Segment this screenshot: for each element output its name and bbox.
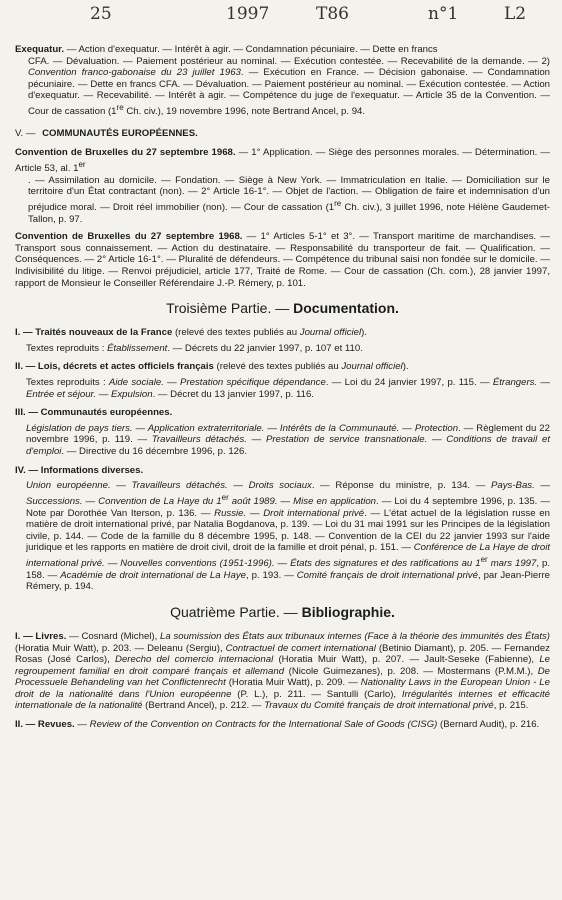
doc-heading: III. — Communautés européennes. xyxy=(15,407,173,419)
bib-text: (P. L.), p. 211. — Santulli (Carlo), xyxy=(231,688,402,700)
handwritten-note: n°1 xyxy=(428,4,459,24)
handwritten-note: T86 xyxy=(316,4,349,24)
doc-topic: Aide sociale. — Prestation spécifique dépendance xyxy=(108,377,326,389)
doc-topic: Russie. — Droit international privé xyxy=(214,507,365,519)
entry-exequatur xyxy=(15,44,550,118)
entry-text: . — Exécution en France. — Décision gabonaise. — Condamnation pécuniaire. — Dette en francs CFA. — Dévaluation. — Paiement postérieur au nominal. — Exécution contestée. — Action d'exequatur. — Recevabilité. — Intérêt à agir. — Compétence du juge de l'exequatur. — Article 35 de la Convention. — Cour de cassation (1 xyxy=(28,67,550,118)
superscript: re xyxy=(116,102,124,112)
doc-heading: II. — Lois, décrets et actes officiels français xyxy=(15,361,214,373)
entry-text: . — Assimilation au domicile. — Fondation. — Siège à New York. — Immatriculation en Italie. — Domiciliation sur le territoire d'un État contractant (non). — 2° Article 16-1°. — Objet de l'action. — Obligation de faire et indemnisation d'un préjudice moral. — Droit réel immobilier (non). — Cour de cassation (1 xyxy=(28,174,550,214)
superscript: re xyxy=(334,198,342,208)
handwritten-note: 1997 xyxy=(226,4,270,24)
doc-text: (relevé des textes publiés au xyxy=(172,327,300,339)
doc-text: . — Loi du 24 janvier 1997, p. 115. — xyxy=(325,377,493,389)
bib-title: La soumission des États aux tribunaux internes (Face à la théorie des immunités des États) xyxy=(160,630,551,642)
doc-topic: Étrangers. — Entrée et séjour. — Expulsion xyxy=(26,377,550,400)
superscript: er xyxy=(78,159,86,169)
superscript: er xyxy=(221,492,229,502)
entry-text: Ch. civ.), 19 novembre 1996, note Bertrand Ancel, p. 94. xyxy=(123,106,366,118)
doc-text: Textes reproduits : xyxy=(26,377,109,389)
doc-text: . — L'état actuel de la législation russe en matière de droit international privé, par Natalia Bogdanova, p. 139. — Loi du 31 mai 1991 sur les Principes de la législation civile, p. 144. — Code de la famille du 8 décembre 1995, p. 148. — Convention de la CEI du 22 janvier 1993 sur l'aide juridique et les rapports en matière de droit civil, droit de la famille et droit pénal, p. 151. — xyxy=(26,507,550,554)
handwritten-note: L2 xyxy=(504,4,527,24)
bib-item-reviews xyxy=(15,719,550,731)
doc-topic: Travailleurs détachés. — Prestation de service transnationale. — Conditions de travail et d'emploi xyxy=(26,434,550,457)
doc-text: , par Jean-Pierre Rémery, p. 194. xyxy=(26,569,550,593)
doc-journal: Journal officiel xyxy=(299,327,362,339)
superscript: er xyxy=(480,554,488,564)
bib-title: Review of the Convention on Contracts for the International Sale of Goods (CISG) xyxy=(89,719,438,731)
document-page xyxy=(15,44,550,738)
doc-topic: Législation de pays tiers. — Application extraterritoriale. — Intérêts de la Communauté. — Protection xyxy=(26,422,459,434)
part-name: Documentation. xyxy=(293,300,399,317)
doc-text: . — Règlement du 22 novembre 1996, p. 119. — xyxy=(26,422,550,446)
entry-text: — 1° Application. — Siège des personnes morales. — Détermination. — Article 53, al. 1 xyxy=(15,147,550,175)
bib-item-books xyxy=(15,631,550,712)
section-heading xyxy=(15,128,550,140)
bib-text: (Horatia Muir Watt), p. 203. — Deleanu (Sergiu), xyxy=(15,642,226,654)
doc-topic: mars 1997 xyxy=(487,558,537,570)
doc-topic: Union européenne. — Travailleurs détachés. — Droits sociaux xyxy=(26,480,312,492)
doc-journal: Journal officiel xyxy=(341,361,403,373)
bib-text: — Cosnard (Michel), xyxy=(66,630,161,642)
bib-text: — xyxy=(74,719,90,731)
doc-topic: août 1989. — Mise en application xyxy=(228,495,377,507)
bib-text: (Betinio Diamant), p. 205. — Fernandez Rosas (José Carlos), xyxy=(15,642,550,666)
doc-item-treaties xyxy=(15,327,550,354)
doc-text: . — Directive du 16 décembre 1996, p. 126. xyxy=(61,446,248,457)
doc-topic: Académie de droit international de La Haye xyxy=(60,569,246,581)
doc-heading: IV. — Informations diverses. xyxy=(15,464,144,476)
part-label: Troisième Partie. xyxy=(166,300,272,317)
bib-title: Derecho del comercio internacional xyxy=(115,654,274,666)
doc-item-laws xyxy=(15,361,550,400)
part-separator: — xyxy=(271,300,294,317)
doc-item-info xyxy=(15,465,550,593)
bib-title: De Processuele Behandeling van het Conflictenrecht xyxy=(15,665,551,689)
doc-text: ). xyxy=(402,361,409,373)
doc-topic: Comité français de droit international privé xyxy=(296,569,478,581)
entry-title: Convention franco-gabonaise du 23 juillet 1963 xyxy=(28,67,241,79)
entry-text: Ch. civ.), 3 juillet 1996, note Hélène Gaudemet-Tallon, p. 97. xyxy=(28,202,550,225)
section-title: COMMUNAUTÉS EUROPÉENNES. xyxy=(42,127,198,139)
entry-heading: Convention de Bruxelles du 27 septembre 1968. xyxy=(15,231,243,243)
bib-text: , p. 215. xyxy=(493,700,529,712)
doc-text: . — Décrets du 22 janvier 1997, p. 107 et 110. xyxy=(167,342,363,354)
doc-topic: Établissement xyxy=(107,342,168,354)
doc-text: (relevé des textes publiés au xyxy=(213,361,342,373)
doc-text: ). xyxy=(361,327,367,339)
bib-text: (Bernard Audit), p. 216. xyxy=(437,719,540,731)
part-heading xyxy=(15,603,550,621)
part-heading xyxy=(15,299,550,317)
doc-text: . — Loi du 4 septembre 1996, p. 135. — Note par Dorothée Van Iterson, p. 136. — xyxy=(26,495,550,519)
bib-title: Travaux du Comité français de droit international privé xyxy=(264,700,494,712)
entry-text: — Action d'exequatur. — Intérêt à agir. — Condamnation pécuniaire. — Dette en francs xyxy=(64,44,438,55)
entry-heading: Convention de Bruxelles du 27 septembre 1968. xyxy=(15,147,236,159)
handwritten-note: 25 xyxy=(90,4,112,24)
bib-title: Irrégularités internes et efficacité internationale de la nationalité xyxy=(15,688,550,712)
entry-text: — 1° Articles 5-1° et 3°. — Transport maritime de marchandises. — Transport sous connaissement. — Action du destinataire. — Responsabilité du transporteur de fait. — Qualification. — Conséquences. — 2° Article 16-1°. — Pluralité de défendeurs. — Compétence du tribunal saisi non fondée sur le domicile. — Indivisibilité du litige. — Renvoi préjudiciel, article 177, Traité de Rome. — Cour de cassation (Ch. com.), 28 janvier 1997, rapport de Monsieur le Conseiller Référendaire J.-P. Rémery, p. 101. xyxy=(15,231,550,289)
entry-brussels-1 xyxy=(15,147,550,225)
part-separator: — xyxy=(279,603,302,620)
doc-topic: Conférence de La Haye de droit international privé. — Nouvelles conventions (1951-1996). — États des signatures et des ratifications au 1 xyxy=(26,542,550,570)
doc-text: , p. 158. — xyxy=(26,558,550,581)
bib-title: Nationality Laws in the European Union - Le droit de la nationalité dans l'Union européenne xyxy=(15,677,550,700)
entry-brussels-2 xyxy=(15,231,550,289)
entry-heading: Exequatur. xyxy=(15,44,65,55)
doc-heading: I. — Traités nouveaux de la France xyxy=(15,327,173,339)
bib-text: (Horatia Muir Watt), p. 207. — Jault-Seseke (Fabienne), xyxy=(273,654,540,666)
bib-heading: I. — Livres. xyxy=(15,630,67,642)
bib-text: (Horatia Muir Watt), p. 209. — xyxy=(225,677,361,689)
bib-title: Contractuel de comert international xyxy=(225,642,376,654)
bib-heading: II. — Revues. xyxy=(15,719,75,731)
doc-topic: Pays-Bas. — Successions. — Convention de La Haye du 1 xyxy=(26,480,550,507)
part-name: Bibliographie. xyxy=(301,603,395,620)
section-number: V. — xyxy=(15,127,36,139)
bib-text: (Nicole Guimezanes), p. 208. — Mostermans (P.M.M.), xyxy=(284,665,538,677)
bib-text: (Bertrand Ancel), p. 212. — xyxy=(142,700,265,712)
doc-item-communities xyxy=(15,407,550,457)
doc-text: , p. 193. — xyxy=(245,569,297,581)
doc-text: . — Réponse du ministre, p. 134. — xyxy=(311,480,492,492)
part-label: Quatrième Partie. xyxy=(170,603,280,620)
bib-title: Le regroupement familial en droit comparé français et allemand xyxy=(15,654,551,677)
doc-text: . — Décret du 13 janvier 1997, p. 116. xyxy=(152,388,314,400)
doc-text: Textes reproduits : xyxy=(26,342,108,354)
entry-text: CFA. — Dévaluation. — Paiement postérieur au nominal. — Exécution contestée. — Recevabilité de la demande. — 2) xyxy=(28,55,550,67)
